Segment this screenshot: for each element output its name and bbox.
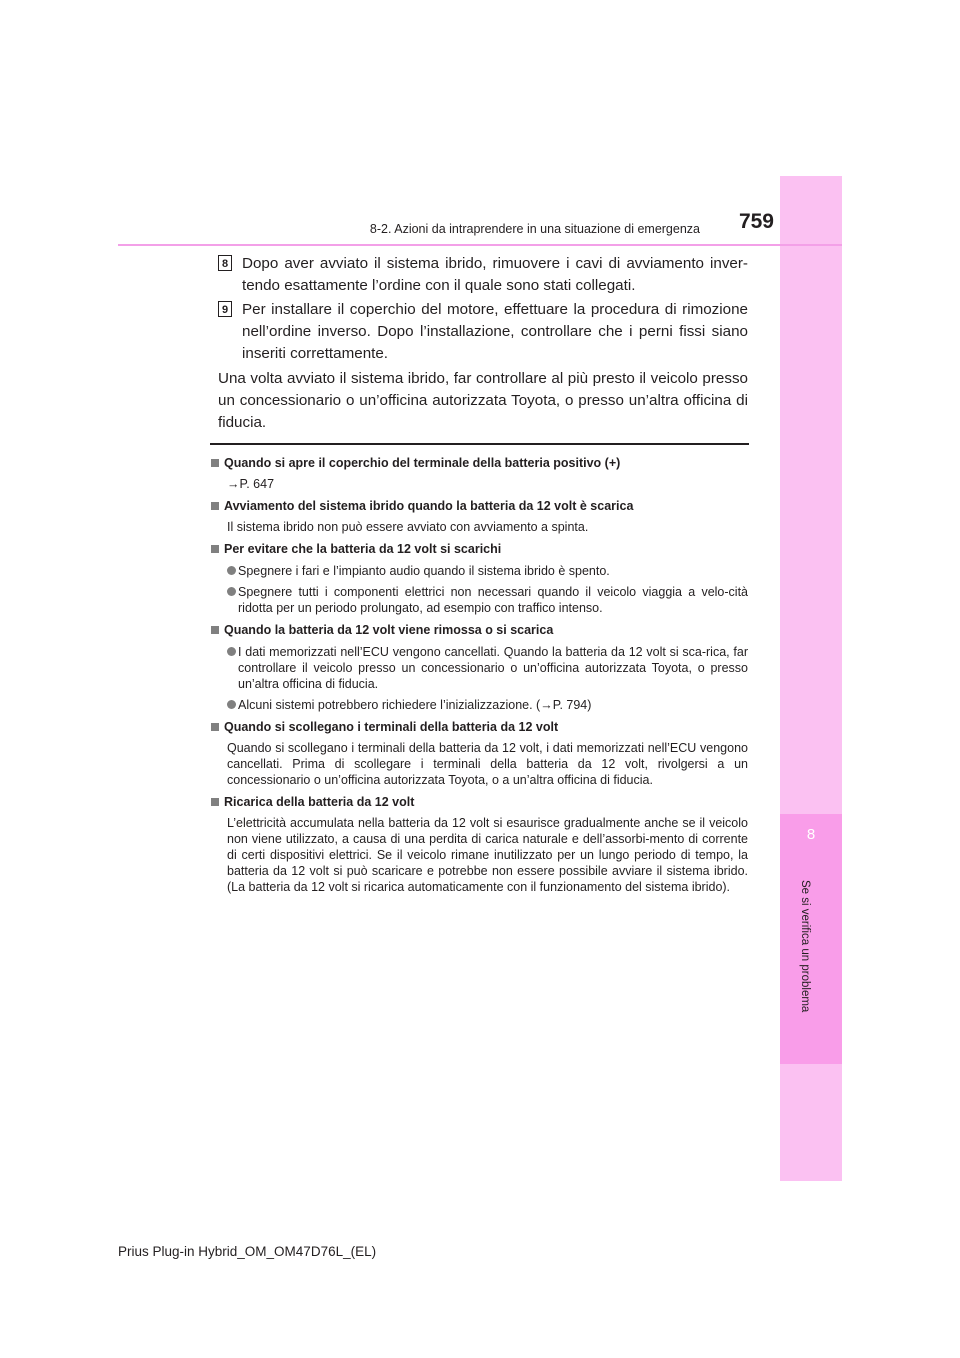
- step-9: [218, 299, 748, 365]
- closing-paragraph: Una volta avviato il sistema ibrido, far controllare al più presto il veicolo presso un concessionario o un’officina autorizzata Toyota, o presso un’altra officina di fiducia.: [218, 370, 748, 431]
- note-bullet: I dati memorizzati nell’ECU vengono cancellati. Quando la batteria da 12 volt si sca-rica, far controllare il veicolo presso un concessionario o un’officina autorizzata Toyota, o presso un’altra officina di fiducia.: [210, 644, 748, 692]
- note-bullet: Spegnere tutti i componenti elettrici non necessari quando il veicolo viaggia a velo-cità ridotta per un periodo prolungato, ad esempio con traffico intenso.: [210, 584, 748, 616]
- note-text: Il sistema ibrido non può essere avviato con avviamento a spinta.: [227, 520, 589, 534]
- note-bullet: Alcuni sistemi potrebbero richiedere l’inizializzazione. (→P. 794): [210, 697, 748, 713]
- circle-bullet-icon: [227, 700, 236, 709]
- square-bullet-icon: [211, 545, 219, 553]
- footer-document-id: Prius Plug-in Hybrid_OM_OM47D76L_(EL): [118, 1244, 377, 1259]
- note-heading: Ricarica della batteria da 12 volt: [210, 794, 748, 811]
- notes-section: [210, 455, 748, 895]
- note-heading: Per evitare che la batteria da 12 volt si scarichi: [210, 541, 748, 558]
- square-bullet-icon: [211, 502, 219, 510]
- square-bullet-icon: [211, 723, 219, 731]
- note-text: Quando si scollegano i terminali della batteria da 12 volt, i dati memorizzati nell’ECU vengono cancellati. Prima di scollegare i terminali della batteria da 12 volt, rivolgersi a un concessionario o un’officina autorizzata Toyota, o a un’altra officina di fiducia.: [227, 741, 748, 787]
- step-badge: 9: [218, 301, 232, 317]
- header-rule: [118, 244, 842, 246]
- section-divider: [210, 443, 749, 445]
- note-heading: Quando si apre il coperchio del terminale della batteria positivo (+): [210, 455, 748, 472]
- note-text: →P. 647: [227, 477, 275, 491]
- note-heading: Quando si scollegano i terminali della batteria da 12 volt: [210, 719, 748, 736]
- square-bullet-icon: [211, 459, 219, 467]
- chapter-label: Se si verifica un problema: [799, 880, 811, 1013]
- page-number: 759: [738, 210, 774, 233]
- square-bullet-icon: [211, 798, 219, 806]
- section-title: 8-2. Azioni da intraprendere in una situazione di emergenza: [369, 222, 700, 236]
- step-text: Per installare il coperchio del motore, effettuare la procedura di rimozione nell’ordine inverso. Dopo l’installazione, controllare che i perni fissi siano inseriti correttamente.: [242, 301, 748, 362]
- circle-bullet-icon: [227, 647, 236, 656]
- note-text: L’elettricità accumulata nella batteria da 12 volt si esaurisce gradualmente anche se il veicolo non viene utilizzato, a causa di una perdita di carica naturale e dell’assorbi-mento di corrente di certi dispositivi elettrici. Se il veicolo rimane inutilizzato per un lungo periodo di tempo, la batteria da 12 volt si può scaricare e potrebbe non essere possibile avviare il sistema ibrido. (La batteria da 12 volt si ricarica automaticamente con il funzionamento del sistema ibrido).: [227, 816, 748, 894]
- note-heading: Quando la batteria da 12 volt viene rimossa o si scarica: [210, 622, 748, 639]
- step-text: Dopo aver avviato il sistema ibrido, rimuovere i cavi di avviamento inver-tendo esattamente l’ordine con il quale sono stati collegati.: [242, 255, 748, 294]
- circle-bullet-icon: [227, 566, 236, 575]
- circle-bullet-icon: [227, 587, 236, 596]
- note-heading: Avviamento del sistema ibrido quando la batteria da 12 volt è scarica: [210, 498, 748, 515]
- note-bullet: Spegnere i fari e l’impianto audio quando il sistema ibrido è spento.: [210, 563, 748, 579]
- step-8: [218, 253, 748, 297]
- square-bullet-icon: [211, 626, 219, 634]
- step-badge: 8: [218, 255, 232, 271]
- chapter-number: 8: [806, 826, 816, 843]
